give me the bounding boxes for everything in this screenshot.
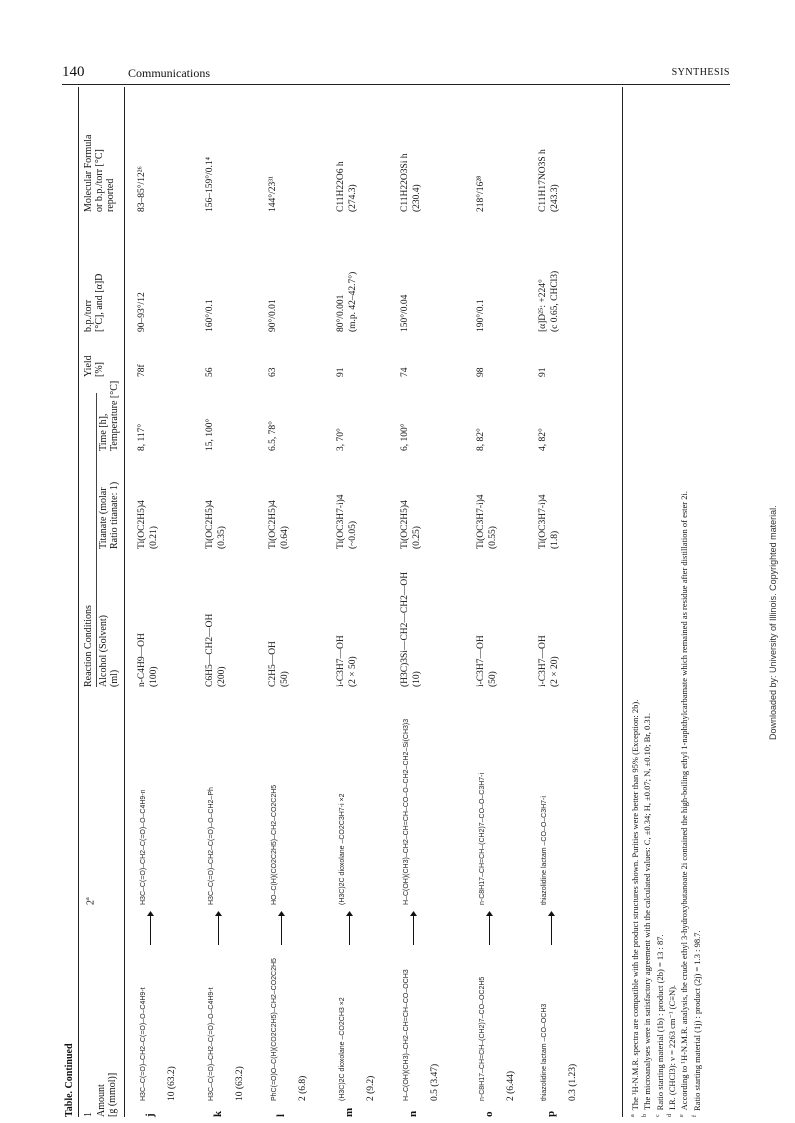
- download-watermark: Downloaded by: University of Illinois. Copyrighted material.: [768, 505, 778, 740]
- footnote: $^d$I.R. (CHCl3): ν = 2263 cm⁻¹ (C≡N).: [666, 984, 677, 1117]
- cell-alcohol: i-C3H7—OH (2 × 50): [336, 635, 358, 687]
- reaction-conditions-rule: [96, 393, 97, 687]
- cell-alcohol: i-C3H7—OH (2 × 20): [538, 635, 560, 687]
- col-head-reaction-conditions: Reaction Conditions: [83, 605, 94, 687]
- starting-material-structure: H3C–C(=O)–CH2–C(=O)–O–C4H9-t: [140, 987, 147, 1101]
- col-head-amount: Amount [g (mmol)]: [96, 1072, 118, 1117]
- journal-name: SYNTHESIS: [671, 67, 730, 78]
- cell-titanate: Ti(OC2H5)4 (0.64): [268, 500, 290, 549]
- row-label: k: [212, 1110, 224, 1117]
- reaction-arrow-icon: [485, 911, 494, 945]
- cell-alcohol: i-C3H7—OH (50): [476, 635, 498, 687]
- footnotes: [628, 87, 702, 1117]
- cell-yield: 63: [268, 367, 278, 377]
- reaction-arrow-icon: [547, 911, 556, 945]
- starting-material-structure: H3C–C(=O)–CH2–C(=O)–O–C4H9-t: [208, 987, 215, 1101]
- starting-material-structure: H–C(OH)(CH3)–CH2–CH=CH–CO–OCH3: [403, 969, 410, 1101]
- section-title: Communications: [128, 66, 210, 80]
- cell-formula: 83–85°/12²⁶: [137, 166, 147, 212]
- product-structure: (H3C)2C dioxolane –CO2C3H7-i ×2: [339, 793, 346, 905]
- cell-amount: 2 (6.8): [298, 1075, 308, 1101]
- cell-bp: 160°/0.1: [205, 299, 215, 332]
- cell-yield: 91: [336, 367, 346, 377]
- table-top-rule: [78, 87, 79, 1117]
- product-structure: HO–C(H)(CO2C2H5)–CH2–CO2C2H5: [271, 784, 278, 905]
- col-head-bp: b.p./torr [°C], and [α]D: [83, 273, 105, 332]
- cell-formula: C11H22O3Si h (230.4): [400, 153, 422, 212]
- col-head-product: 2$^a$: [85, 897, 97, 905]
- cell-bp: [α]D²⁵: +224° (c 0.65, CHCl3): [538, 270, 560, 332]
- footnote: $^b$The microanalyses were in satisfactory agreement with the calculated values: C, ±0.34; H, ±0.07; N, ±0.10; Br, 0.31.: [642, 713, 653, 1117]
- cell-titanate: Ti(OC3H7-i)4 (~0.05): [336, 494, 358, 549]
- cell-yield: 74: [400, 367, 410, 377]
- cell-yield: 56: [205, 367, 215, 377]
- cell-amount: 0.3 (1.23): [568, 1063, 578, 1101]
- cell-formula: C11H22O6 h (274.3): [336, 161, 358, 212]
- footnote: $^c$Ratio starting material (1b) : product (2b) = 13 : 87.: [654, 934, 665, 1117]
- product-structure: n-C8H17–CH=CH–(CH2)7–CO–O–C3H7-i: [479, 772, 486, 905]
- col-head-time: Time [h], Temperature [°C]: [98, 380, 120, 451]
- col-head-titanate: Titanate (molar Ratio titanate: 1): [98, 481, 120, 549]
- product-structure: H3C–C(=O)–CH2–C(=O)–O–CH2–Ph: [208, 787, 215, 905]
- cell-amount: 10 (63.2): [167, 1066, 177, 1101]
- cell-time: 15, 100°: [205, 418, 215, 451]
- cell-amount: 2 (6.44): [506, 1070, 516, 1101]
- cell-amount: 10 (63.2): [235, 1066, 245, 1101]
- row-label: j: [144, 1113, 156, 1117]
- row-label: l: [275, 1113, 287, 1117]
- cell-time: 8, 117°: [137, 423, 147, 451]
- cell-amount: 0.5 (3.47): [430, 1063, 440, 1101]
- cell-titanate: Ti(OC2H5)4 (0.25): [400, 500, 422, 549]
- cell-formula: C11H17NO3S h (243.3): [538, 149, 560, 212]
- col-head-yield: Yield [%]: [83, 355, 105, 377]
- rotated-table-page: [62, 87, 730, 1117]
- col-head-formula: Molecular Formula or b.p./torr [°C] reported: [83, 134, 116, 212]
- cell-bp: 150°/0.04: [400, 294, 410, 332]
- cell-titanate: Ti(OC3H7-i)4 (1.8): [538, 494, 560, 549]
- starting-material-structure: (H3C)2C dioxolane –CO2CH3 ×2: [339, 997, 346, 1101]
- row-label: n: [407, 1110, 419, 1117]
- table-header-rule: [124, 87, 125, 1117]
- reaction-arrow-icon: [277, 911, 286, 945]
- header-rule: [62, 84, 730, 85]
- row-label: o: [483, 1111, 495, 1117]
- cell-bp: 190°/0.1: [476, 299, 486, 332]
- cell-titanate: Ti(OC2H5)4 (0.35): [205, 500, 227, 549]
- col-head-alcohol: Alcohol (Solvent) (ml): [98, 615, 120, 687]
- cell-alcohol: C2H5—OH (50): [268, 641, 290, 687]
- product-structure: H3C–C(=O)–CH2–C(=O)–O–C4H9-n: [140, 789, 147, 905]
- running-header: [62, 64, 730, 84]
- reaction-arrow-icon: [409, 911, 418, 945]
- cell-alcohol: (H3C)3Si—CH2—CH2—OH (10): [400, 571, 422, 687]
- cell-bp: 80°/0.001 (m.p. 42–42.7°): [336, 271, 358, 332]
- footnote: $^e$According to ¹H-N.M.R. analysis, the crude ethyl 3-hydroxybutanoate 2i contained the high-boiling ethyl 1-naphthylcarbamate which remained as residue after distillation of ester 2i.: [679, 490, 690, 1117]
- cell-time: 6.5, 78°: [268, 421, 278, 451]
- product-structure: H–C(OH)(CH3)–CH2–CH=CH–CO–O–CH2–CH2–Si(CH3)3: [403, 718, 410, 905]
- cell-yield: 78f: [137, 364, 147, 377]
- page-number: 140: [62, 64, 85, 80]
- cell-amount: 2 (9.2): [366, 1075, 376, 1101]
- starting-material-structure: thiazolidine lactam –CO–OCH3: [541, 1003, 548, 1101]
- cell-bp: 90–93°/12: [137, 292, 147, 332]
- cell-formula: 144°/23³¹: [268, 176, 278, 212]
- row-label: p: [545, 1110, 557, 1117]
- cell-titanate: Ti(OC3H7-i)4 (0.55): [476, 494, 498, 549]
- reaction-arrow-icon: [146, 911, 155, 945]
- cell-time: 6, 100°: [400, 423, 410, 451]
- cell-yield: 91: [538, 367, 548, 377]
- cell-titanate: Ti(OC2H5)4 (0.21): [137, 500, 159, 549]
- cell-bp: 90°/0.01: [268, 299, 278, 332]
- cell-alcohol: C6H5—CH2—OH (200): [205, 613, 227, 687]
- cell-formula: 156–159°/0.1⁴: [205, 157, 215, 212]
- cell-time: 4, 82°: [538, 428, 548, 451]
- reaction-arrow-icon: [345, 911, 354, 945]
- col-head-compound: 1: [83, 1112, 94, 1117]
- table-caption: Table. Continued: [64, 1043, 75, 1117]
- row-label: m: [343, 1107, 355, 1117]
- starting-material-structure: PhC(=O)O–C(H)(CO2C2H5)–CH2–CO2C2H5: [271, 958, 278, 1101]
- product-structure: thiazolidine lactam –CO–O–C3H7-i: [541, 796, 548, 905]
- table-bottom-rule: [622, 87, 623, 1117]
- cell-alcohol: n-C4H9—OH (100): [137, 633, 159, 687]
- footnote: $^a$The ¹H-N.M.R. spectra are compatible with the product structures shown. Purities were better than 95% (Exception: 2b).: [629, 699, 640, 1117]
- cell-time: 3, 70°: [336, 428, 346, 451]
- starting-material-structure: n-C8H17–CH=CH–(CH2)7–CO–OC2H5: [479, 976, 486, 1101]
- cell-formula: 218°/16²⁸: [476, 175, 486, 212]
- cell-time: 8, 82°: [476, 428, 486, 451]
- reaction-arrow-icon: [214, 911, 223, 945]
- cell-yield: 98: [476, 367, 486, 377]
- footnote: $^f$Ratio starting material (1j) : product (2j) = 1.3 : 98.7.: [691, 930, 702, 1117]
